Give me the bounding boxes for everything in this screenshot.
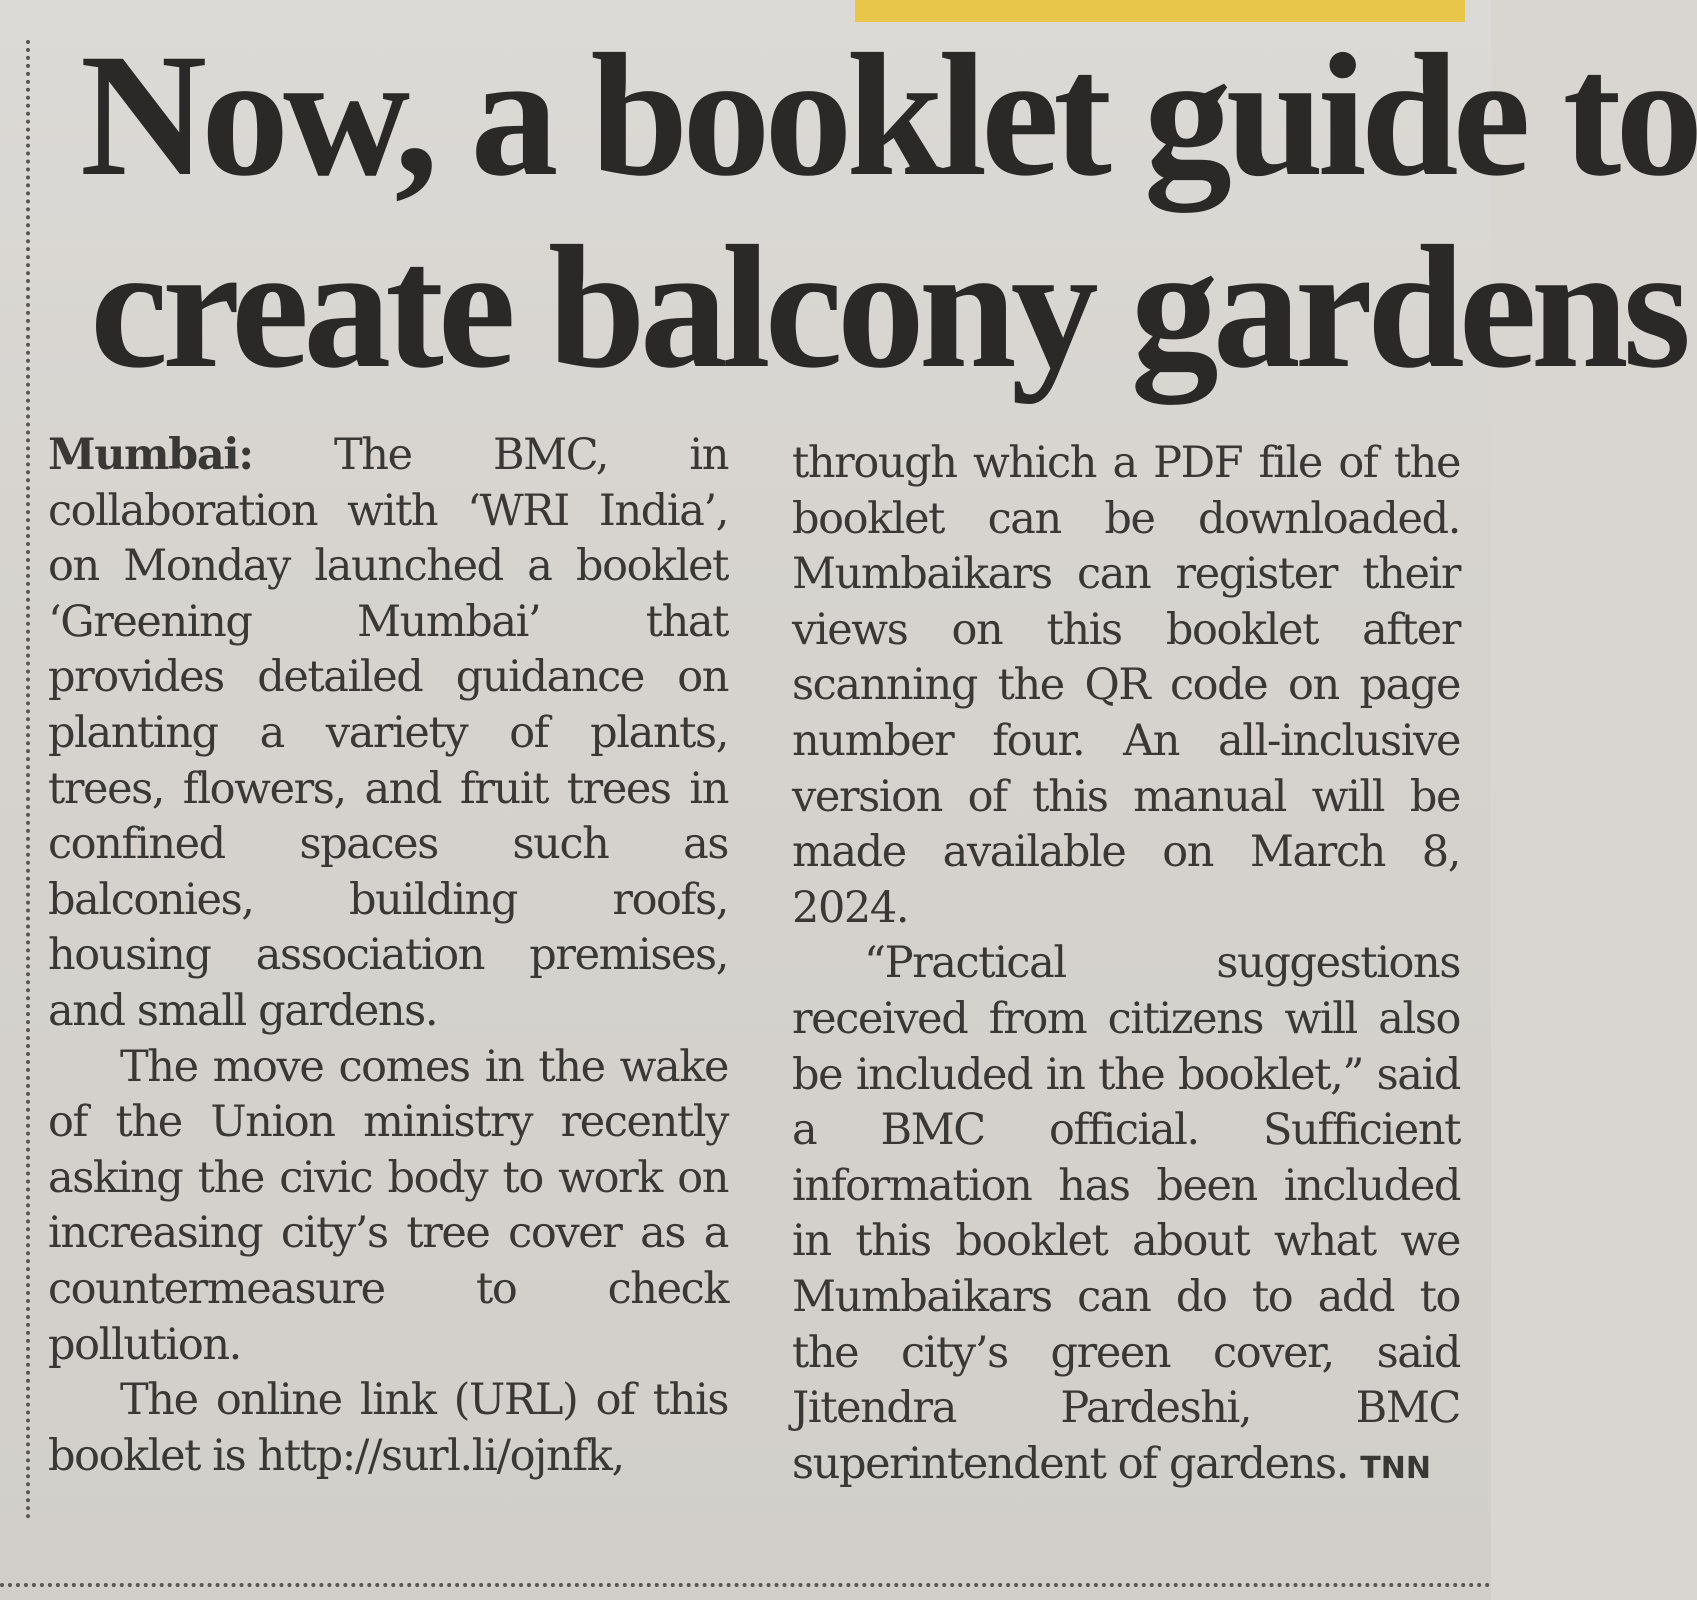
headline-line-2: create balcony gardens [90, 210, 1686, 405]
dotted-border-bottom [0, 1583, 1491, 1587]
paragraph-4-text: “Practical suggestions received from citizens will also be included in the booklet,” said a BMC official. Sufficient information has been included in this booklet about what we Mumbaikars can do to add to the city’s green cover, said Jitendra Pardeshi, BMC superintendent of gardens. [792, 938, 1460, 1489]
article-column-left [48, 428, 728, 1484]
article-paragraph-1 [48, 428, 728, 1040]
headline-line-1: Now, a booklet guide to [80, 18, 1697, 213]
article-paragraph-4 [792, 936, 1460, 1496]
headline [70, 18, 1697, 405]
article-paragraph-2: The move comes in the wake of the Union ministry recently asking the civic body to work on increasing city’s tree cover as a countermeasure to check pollution. [48, 1041, 728, 1370]
article-paragraph-3-continued: through which a PDF file of the booklet can be downloaded. Mumbaikars can register their views on this booklet after scanning the QR code on page number four. An all-inclusive version of this manual will be made available on March 8, 2024. [792, 438, 1460, 933]
dateline: Mumbai: [48, 430, 253, 480]
agency-credit: TNN [1360, 1450, 1431, 1486]
article-paragraph-3: The online link (URL) of this booklet is http://surl.li/ojnfk, [48, 1375, 728, 1481]
article-column-right [792, 436, 1460, 1496]
paragraph-1-text: The BMC, in collaboration with ‘WRI India’, on Monday launched a booklet ‘Greening Mumbai’ that provides detailed guidance on planting a variety of plants, trees, flowers, and fruit trees in confined spaces such as balconies, building roofs, housing association premises, and small gardens. [48, 430, 728, 1036]
dotted-border-left [26, 40, 30, 1520]
